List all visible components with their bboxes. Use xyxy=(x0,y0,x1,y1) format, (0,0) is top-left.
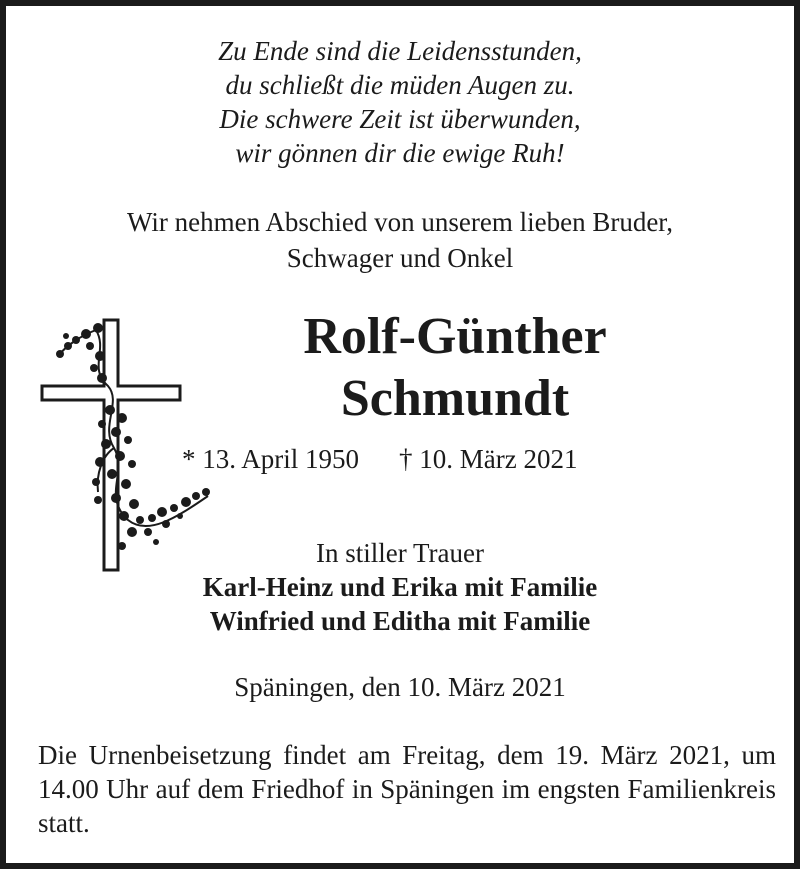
birth-date: * 13. April 1950 xyxy=(182,444,360,474)
place-and-date: Späningen, den 10. März 2021 xyxy=(234,672,566,702)
funeral-notice: Die Urnenbeisetzung findet am Freitag, dem 19. März 2021, um 14.00 Uhr auf dem Friedhof in Späningen im engsten Familienkreis statt. xyxy=(38,740,776,838)
poem-line: Die schwere Zeit ist überwunden, xyxy=(219,104,581,134)
life-dates xyxy=(182,442,577,476)
mourning-heading: In stiller Trauer xyxy=(316,538,484,568)
poem-line: wir gönnen dir die ewige Ruh! xyxy=(235,138,565,168)
first-name: Rolf-Günther xyxy=(303,308,607,365)
intro-line: Wir nehmen Abschied von unserem lieben Bruder, xyxy=(127,207,673,237)
intro-line: Schwager und Onkel xyxy=(286,243,514,273)
farewell-intro xyxy=(6,204,794,276)
deceased-name xyxy=(116,306,794,430)
death-date: † 10. März 2021 xyxy=(399,444,578,474)
last-name: Schmundt xyxy=(340,370,570,427)
poem-line: du schließt die müden Augen zu. xyxy=(225,70,575,100)
mourner-family: Karl-Heinz und Erika mit Familie xyxy=(202,572,598,602)
poem-line: Zu Ende sind die Leidensstunden, xyxy=(218,36,582,66)
poem xyxy=(6,34,794,170)
mourner-family: Winfried und Editha mit Familie xyxy=(209,606,591,636)
mourners xyxy=(6,536,794,638)
